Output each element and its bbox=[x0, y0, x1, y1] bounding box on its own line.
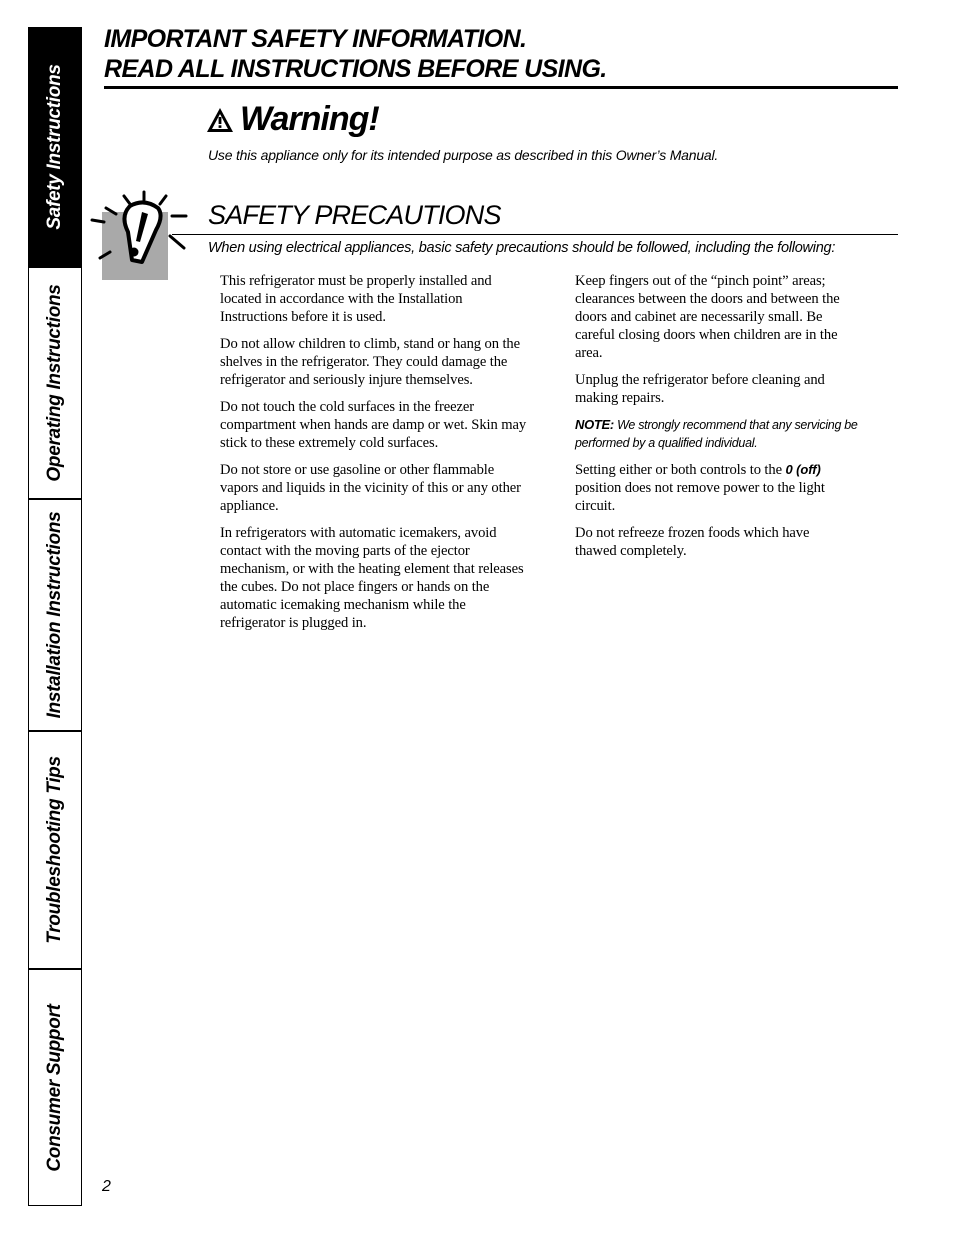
paragraph: Do not refreeze frozen foods which have thawed completely. bbox=[575, 525, 810, 559]
tab-label: Installation Instructions bbox=[44, 511, 65, 719]
header-line-1: IMPORTANT SAFETY INFORMATION. bbox=[104, 25, 527, 53]
warning-title: Warning! bbox=[240, 100, 379, 138]
section-divider bbox=[172, 234, 898, 235]
paragraph: In refrigerators with automatic icemakers, avoid contact with the moving parts of the ejector mechanism, or with the heating element that releases the cubes. Do not place fingers or hands on the automatic icemaking mechanism while the refrigerator is plugged in. bbox=[220, 525, 524, 631]
paragraph: Do not touch the cold surfaces in the freezer compartment when hands are damp or wet. Skin may stick to these extremely cold surfaces. bbox=[220, 399, 527, 451]
page-header bbox=[104, 24, 898, 84]
tab-label: Operating Instructions bbox=[44, 284, 65, 482]
note-text: We strongly recommend that any servicing be performed by a qualified individual. bbox=[575, 418, 858, 450]
paragraph: This refrigerator must be properly installed and located in accordance with the Installation Instructions before it is used. bbox=[220, 273, 492, 325]
tab-label: Troubleshooting Tips bbox=[44, 756, 65, 944]
text: position does not remove power to the light circuit. bbox=[575, 480, 825, 514]
paragraph bbox=[575, 461, 865, 515]
tab-safety-instructions[interactable] bbox=[28, 27, 82, 267]
section-tabs bbox=[28, 27, 84, 1206]
warning-triangle-icon bbox=[206, 107, 234, 133]
warning-subtitle: Use this appliance only for its intended purpose as described in this Owner’s Manual. bbox=[208, 147, 719, 163]
tab-consumer-support[interactable] bbox=[28, 969, 82, 1206]
text: Setting either or both controls to the bbox=[575, 462, 786, 478]
header-line-2: READ ALL INSTRUCTIONS BEFORE USING. bbox=[104, 55, 607, 83]
left-column bbox=[220, 272, 530, 641]
warning-heading bbox=[206, 100, 379, 139]
paragraph: Do not allow children to climb, stand or hang on the shelves in the refrigerator. They could damage the refrigerator and seriously injure themselves. bbox=[220, 336, 520, 388]
tab-operating-instructions[interactable] bbox=[28, 267, 82, 499]
page-number: 2 bbox=[102, 1178, 111, 1195]
paragraph: Do not store or use gasoline or other flammable vapors and liquids in the vicinity of this or any other appliance. bbox=[220, 462, 521, 514]
safety-precautions-subtitle: When using electrical appliances, basic safety precautions should be followed, including the following: bbox=[208, 240, 836, 256]
tab-installation-instructions[interactable] bbox=[28, 499, 82, 731]
note-label: NOTE: bbox=[575, 417, 614, 432]
tab-label: Safety Instructions bbox=[44, 64, 65, 230]
paragraph: Keep fingers out of the “pinch point” areas; clearances between the doors and between the doors and cabinet are necessarily small. Be careful closing doors when children are in the area. bbox=[575, 273, 840, 361]
paragraph: Unplug the refrigerator before cleaning and making repairs. bbox=[575, 372, 825, 406]
off-position-label: 0 (off) bbox=[785, 462, 821, 477]
safety-precautions-title: SAFETY PRECAUTIONS bbox=[208, 200, 501, 230]
header-divider bbox=[104, 86, 898, 89]
tab-label: Consumer Support bbox=[44, 1003, 65, 1172]
note bbox=[575, 416, 865, 452]
tab-troubleshooting-tips[interactable] bbox=[28, 731, 82, 969]
right-column bbox=[575, 272, 885, 569]
